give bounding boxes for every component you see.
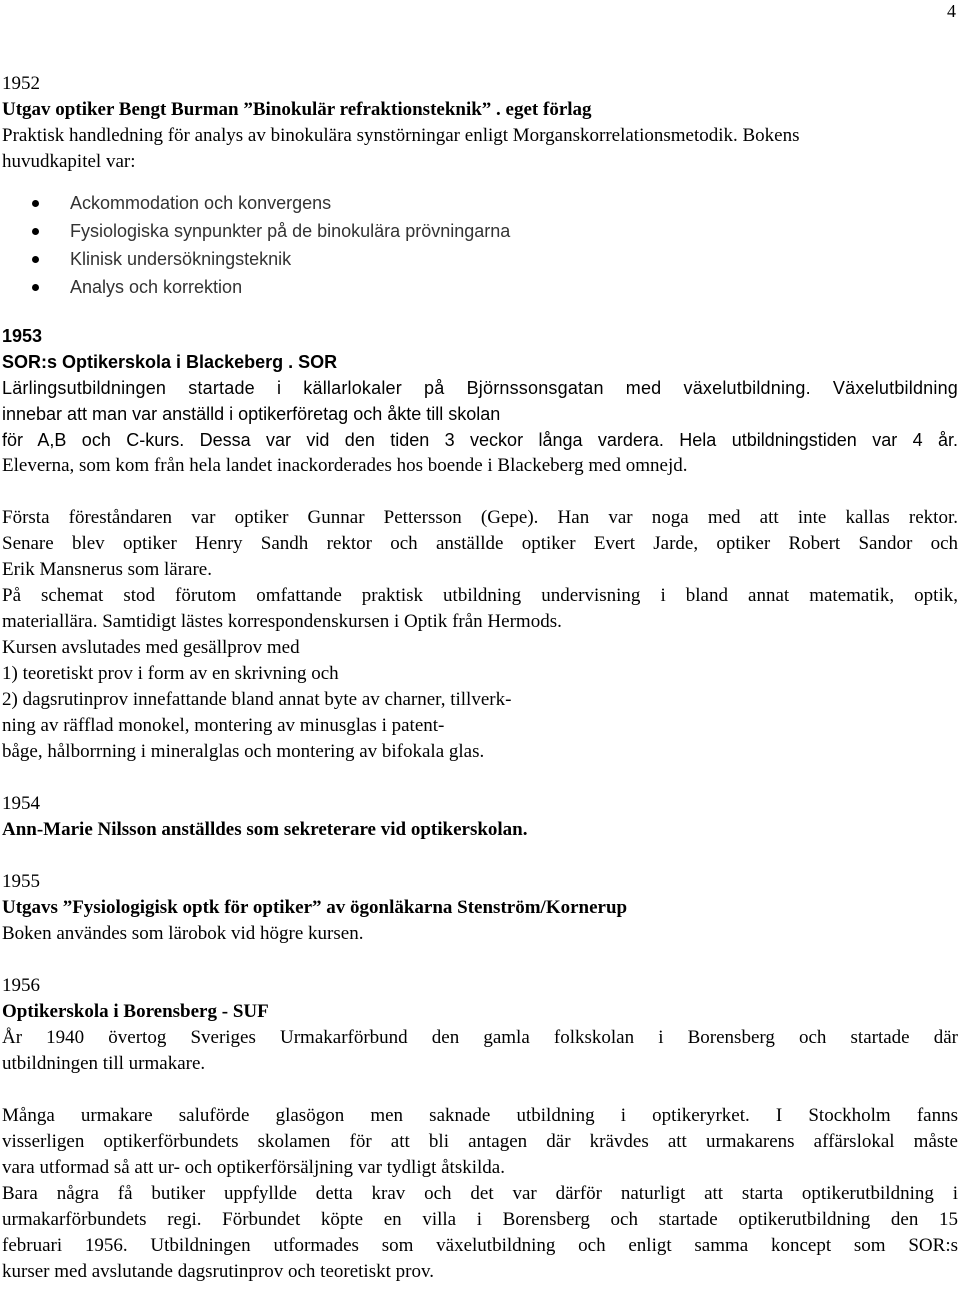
paragraph-line: materiallära. Samtidigt lästes korrespondenskursen i Optik från Hermods. bbox=[2, 611, 562, 632]
paragraph-line: för A,B och C-kurs. Dessa var vid den tiden 3 veckor långa vardera. Hela utbildningstiden var 4 år. bbox=[2, 430, 958, 450]
section-1953 bbox=[2, 323, 958, 765]
paragraph-line: 1) teoretiskt prov i form av en skrivning och bbox=[2, 663, 339, 684]
paragraph-line: Erik Mansnerus som lärare. bbox=[2, 559, 212, 580]
paragraph-line: År 1940 övertog Sveriges Urmakarförbund den gamla folkskolan i Borensberg och startade där bbox=[2, 1027, 958, 1048]
chapter-list bbox=[2, 189, 958, 301]
paragraph-line: Många urmakare saluförde glasögon men saknade utbildning i optikeryrket. I Stockholm fanns bbox=[2, 1105, 958, 1126]
staff-announcement: Ann-Marie Nilsson anställdes som sekreterare vid optikerskolan. bbox=[2, 819, 528, 840]
year-heading-1955: 1955 bbox=[2, 871, 40, 892]
school-title-blackeberg: SOR:s Optikerskola i Blackeberg . SOR bbox=[2, 352, 338, 372]
paragraph-line: innebar att man var anställd i optikerföretag och åkte till skolan bbox=[2, 404, 501, 424]
section-1955 bbox=[2, 869, 958, 947]
list-item: Ackommodation och konvergens bbox=[2, 189, 958, 217]
section-1956 bbox=[2, 973, 958, 1285]
paragraph-line: Första föreståndaren var optiker Gunnar Pettersson (Gepe). Han var noga med att inte kallas rektor. bbox=[2, 507, 958, 528]
list-item: Analys och korrektion bbox=[2, 273, 958, 301]
paragraph-line: urmakarförbundets regi. Förbundet köpte en villa i Borensberg och startade optikerutbildning den 15 bbox=[2, 1209, 958, 1230]
paragraph-line: Senare blev optiker Henry Sandh rektor och anställde optiker Evert Jarde, optiker Robert Sandor och bbox=[2, 533, 958, 554]
document-body bbox=[2, 71, 958, 1285]
paragraph-line: Boken användes som lärobok vid högre kursen. bbox=[2, 923, 364, 944]
page-number: 4 bbox=[947, 1, 956, 21]
year-heading-1954: 1954 bbox=[2, 793, 40, 814]
year-heading-1953: 1953 bbox=[2, 326, 43, 346]
book-title-burman: Utgav optiker Bengt Burman ”Binokulär refraktionsteknik” . eget förlag bbox=[2, 99, 592, 120]
book-title-stenstrom: Utgavs ”Fysiologigisk optk för optiker” av ögonläkarna Stenström/Kornerup bbox=[2, 897, 628, 918]
list-item: Klinisk undersökningsteknik bbox=[2, 245, 958, 273]
paragraph-line: Eleverna, som kom från hela landet inackorderades hos boende i Blackeberg med omnejd. bbox=[2, 455, 688, 476]
paragraph-line: februari 1956. Utbildningen utformades som växelutbildning och enligt samma koncept som SOR:s bbox=[2, 1235, 958, 1256]
paragraph-line: kurser med avslutande dagsrutinprov och teoretiskt prov. bbox=[2, 1261, 434, 1282]
paragraph-line: Kursen avslutades med gesällprov med bbox=[2, 637, 300, 658]
year-heading-1952: 1952 bbox=[2, 73, 40, 94]
section-1954 bbox=[2, 791, 958, 843]
paragraph-line: Bara några få butiker uppfyllde detta krav och det var därför naturligt att starta optikerutbildning i bbox=[2, 1183, 958, 1204]
description-line: huvudkapitel var: bbox=[2, 151, 136, 172]
section-1952 bbox=[2, 71, 958, 301]
description-line: Praktisk handledning för analys av binokulära synstörningar enligt Morganskorrelationsmetodik. Bokens bbox=[2, 125, 800, 146]
paragraph-line: båge, hålborrning i mineralglas och montering av bifokala glas. bbox=[2, 741, 485, 762]
paragraph-line: ning av räfflad monokel, montering av minusglas i patent- bbox=[2, 715, 445, 736]
paragraph-line: 2) dagsrutinprov innefattande bland annat byte av charner, tillverk- bbox=[2, 689, 512, 710]
paragraph-line: vara utformad så att ur- och optikerförsäljning var tydligt åtskilda. bbox=[2, 1157, 505, 1178]
paragraph-line: visserligen optikerförbundets skolamen för att bli antagen där krävdes att urmakarens affärslokal måste bbox=[2, 1131, 958, 1152]
paragraph-line: På schemat stod förutom omfattande praktisk utbildning undervisning i bland annat matematik, optik, bbox=[2, 585, 958, 606]
paragraph-line: utbildningen till urmakare. bbox=[2, 1053, 206, 1074]
list-item: Fysiologiska synpunkter på de binokulära prövningarna bbox=[2, 217, 958, 245]
paragraph-line: Lärlingsutbildningen startade i källarlokaler på Björnssonsgatan med växelutbildning. Växelutbildning bbox=[2, 378, 958, 398]
school-title-borensberg: Optikerskola i Borensberg - SUF bbox=[2, 1001, 269, 1022]
year-heading-1956: 1956 bbox=[2, 975, 40, 996]
